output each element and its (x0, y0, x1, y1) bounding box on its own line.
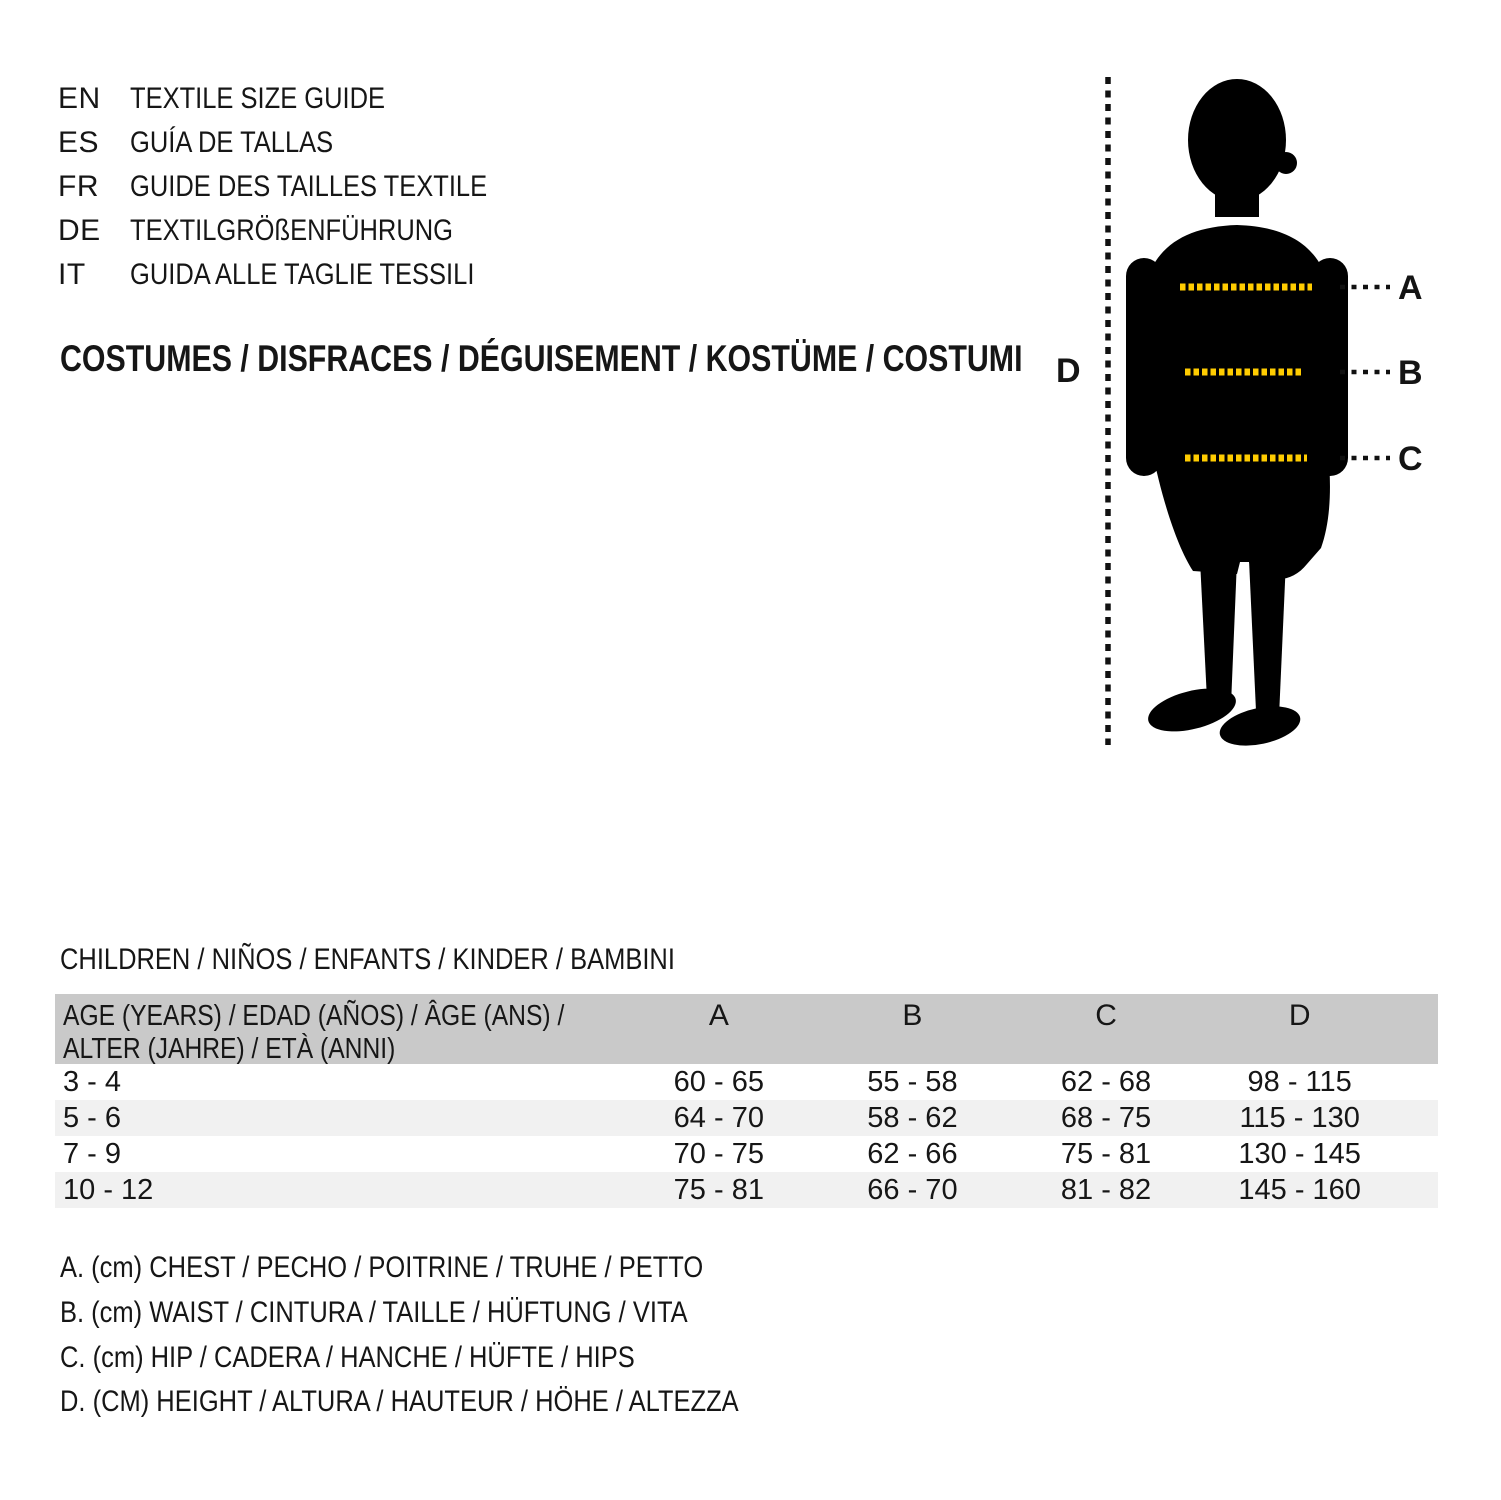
height-cell: 115 - 130 (1239, 1101, 1360, 1134)
chest-cell: 64 - 70 (673, 1101, 764, 1134)
column-header-b: B (902, 999, 923, 1032)
language-label: TEXTILE SIZE GUIDE (130, 82, 386, 115)
waist-cell: 55 - 58 (867, 1065, 958, 1098)
age-cell: 3 - 4 (63, 1065, 122, 1098)
table-row (55, 1064, 1438, 1100)
language-row-it (58, 253, 550, 297)
age-cell: 5 - 6 (63, 1101, 122, 1134)
language-list (58, 77, 550, 297)
height-cell: 145 - 160 (1238, 1173, 1361, 1206)
hip-cell: 75 - 81 (1060, 1137, 1152, 1170)
language-code: IT (58, 258, 86, 291)
waist-label: B (1398, 354, 1423, 392)
chest-cell: 70 - 75 (673, 1137, 764, 1170)
chest-cell: 60 - 65 (673, 1065, 764, 1098)
age-cell: 7 - 9 (63, 1137, 122, 1170)
legend-item-hip: C. (cm) HIP / CADERA / HANCHE / HÜFTE / HIPS (60, 1340, 635, 1374)
language-label: GUÍA DE TALLAS (130, 126, 334, 159)
age-cell: 10 - 12 (63, 1173, 154, 1206)
column-header-c: C (1095, 999, 1117, 1032)
language-code: ES (58, 126, 100, 159)
table-row (55, 1172, 1438, 1208)
hip-cell: 62 - 68 (1060, 1065, 1152, 1098)
children-size-table (55, 994, 1438, 1208)
language-row-es (58, 121, 550, 165)
language-label: GUIDE DES TAILLES TEXTILE (130, 170, 488, 203)
hip-cell: 81 - 82 (1060, 1173, 1152, 1206)
measurement-diagram (1040, 55, 1460, 755)
legend-item-waist: B. (cm) WAIST / CINTURA / TAILLE / HÜFTUNG / VITA (60, 1296, 688, 1330)
waist-cell: 58 - 62 (867, 1101, 958, 1134)
height-label: D (1056, 352, 1081, 390)
children-section-title: CHILDREN / NIÑOS / ENFANTS / KINDER / BAMBINI (60, 943, 675, 976)
age-column-header: AGE (YEARS) / EDAD (AÑOS) / ÂGE (ANS) / ALTER (JAHRE) / ETÀ (ANNI) (63, 1000, 565, 1065)
waist-cell: 62 - 66 (867, 1137, 958, 1170)
column-header-a: A (708, 999, 729, 1032)
table-row (55, 1100, 1438, 1136)
language-code: DE (58, 214, 101, 247)
language-code: EN (58, 82, 101, 115)
chest-cell: 75 - 81 (673, 1173, 764, 1206)
language-row-de (58, 209, 550, 253)
height-cell: 130 - 145 (1238, 1137, 1361, 1170)
language-label: TEXTILGRÖßENFÜHRUNG (130, 214, 454, 247)
height-cell: 98 - 115 (1247, 1065, 1352, 1098)
table-header-row (55, 994, 1438, 1064)
hip-cell: 68 - 75 (1060, 1101, 1152, 1134)
child-silhouette-image (1126, 79, 1348, 752)
waist-cell: 66 - 70 (867, 1173, 958, 1206)
legend-item-chest: A. (cm) CHEST / PECHO / POITRINE / TRUHE / PETTO (60, 1251, 704, 1285)
legend-item-height: D. (CM) HEIGHT / ALTURA / HAUTEUR / HÖHE / ALTEZZA (60, 1385, 739, 1419)
language-row-fr (58, 165, 550, 209)
column-header-d: D (1288, 999, 1311, 1032)
table-row (55, 1136, 1438, 1172)
chest-label: A (1398, 269, 1423, 307)
hip-label: C (1398, 440, 1423, 478)
language-label: GUIDA ALLE TAGLIE TESSILI (130, 258, 475, 291)
category-title: COSTUMES / DISFRACES / DÉGUISEMENT / KOSTÜME / COSTUMI (60, 338, 1023, 379)
measurement-legend (60, 1246, 858, 1425)
language-row-en (58, 77, 550, 121)
language-code: FR (58, 170, 99, 203)
